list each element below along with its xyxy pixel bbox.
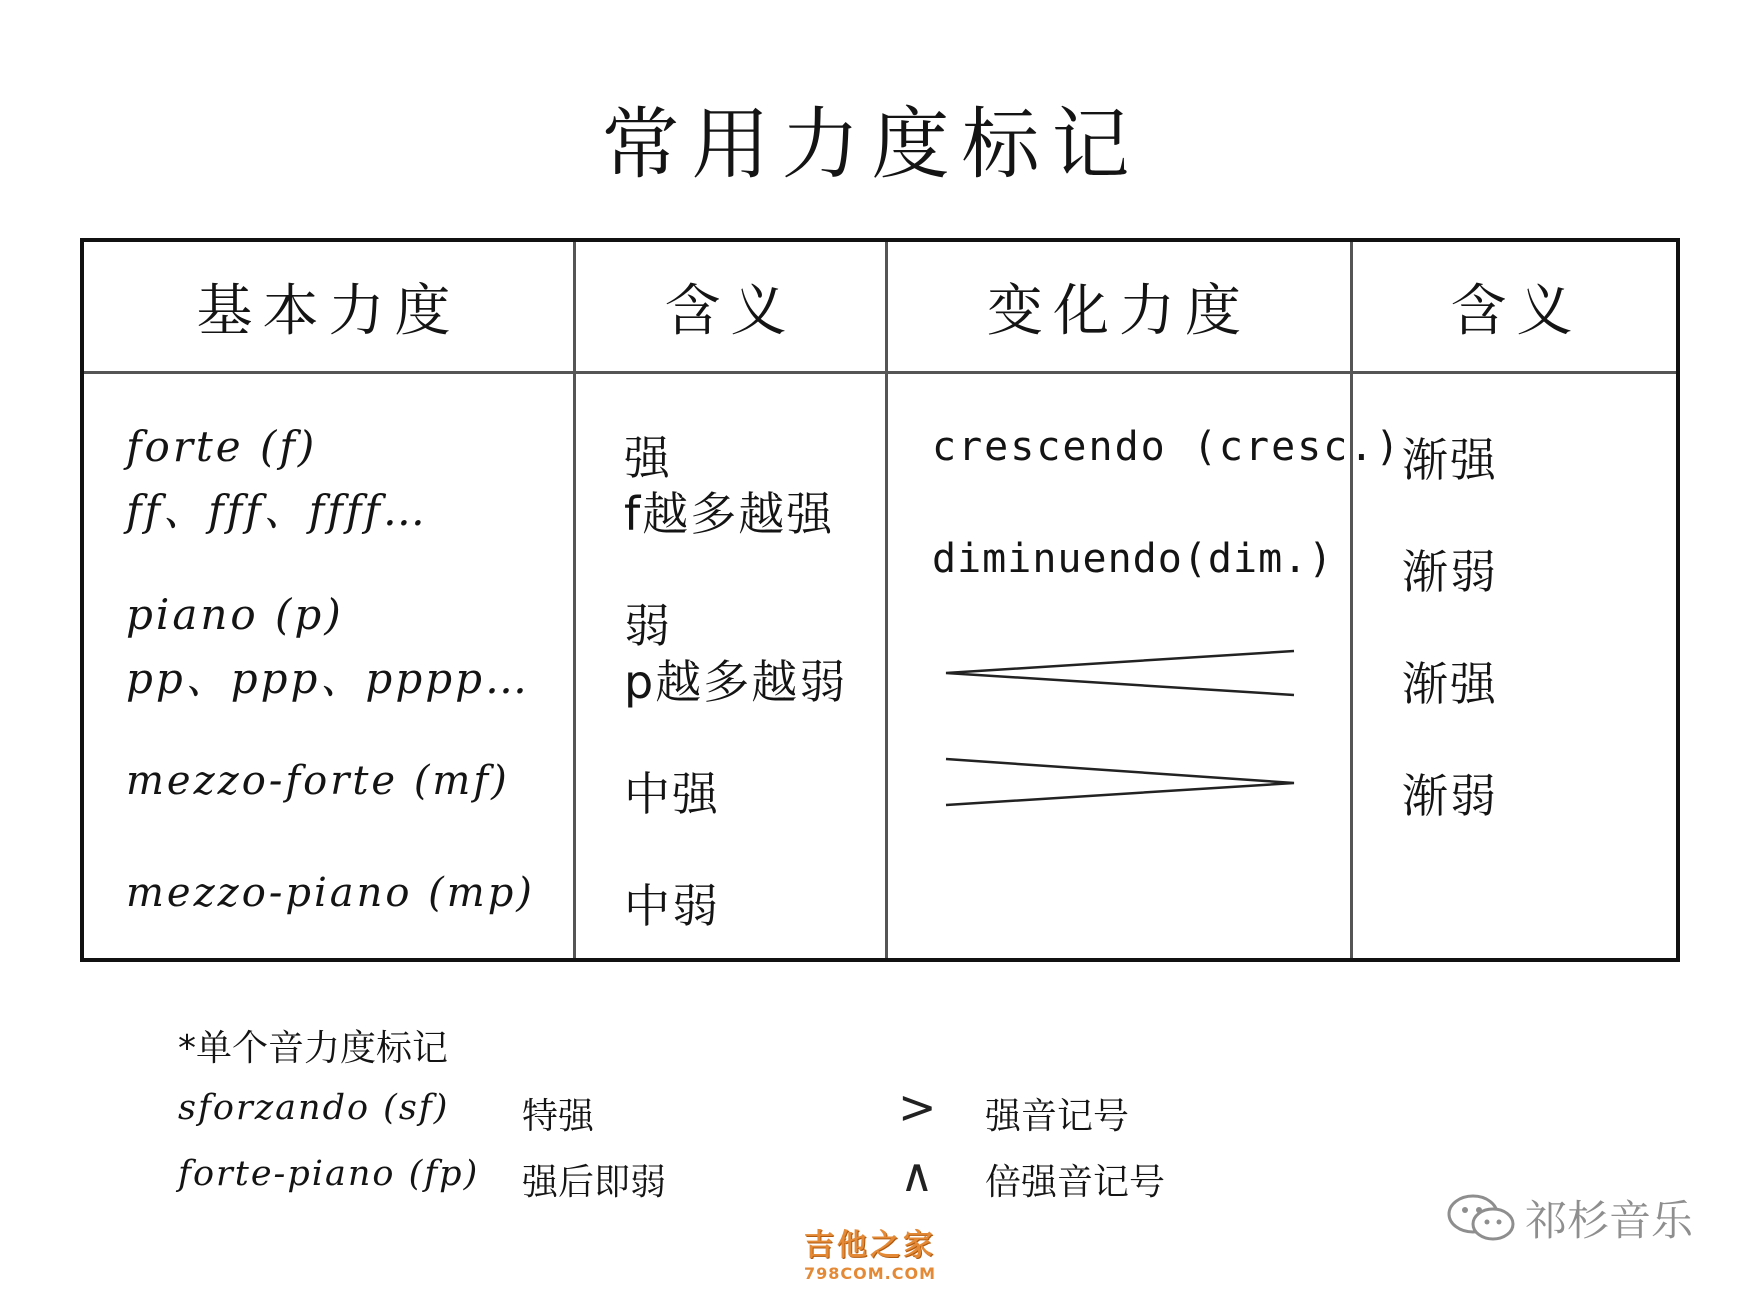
crescendo-hairpin-icon (940, 647, 1300, 701)
note-term-forte-piano: forte-piano (fp) (178, 1154, 480, 1194)
basic-meaning-pp: p越多越弱 (624, 655, 848, 709)
accent-symbol: > (898, 1080, 937, 1134)
note-meaning-forte-piano: 强后即弱 (522, 1162, 667, 1203)
changing-meaning-crescendo: 渐强 (1402, 433, 1498, 487)
header-changing-dynamics: 变化力度 (987, 278, 1251, 344)
basic-term-ff: ff、fff、ffff… (126, 486, 428, 535)
note-term-sforzando: sforzando (sf) (178, 1088, 450, 1128)
page-title: 常用力度标记 (601, 100, 1142, 190)
basic-term-forte: forte (f) (126, 422, 318, 471)
basic-meaning-mezzo-piano: 中弱 (624, 879, 720, 933)
logo-name: 吉他之家 (804, 1228, 936, 1263)
wechat-icon (1445, 1192, 1517, 1244)
basic-term-pp: pp、ppp、pppp… (126, 654, 530, 703)
header-meaning: 含义 (664, 278, 797, 344)
header-divider (84, 371, 1676, 374)
watermark-text: 祁杉音乐 (1525, 1196, 1694, 1245)
basic-term-mezzo-forte: mezzo-forte (mf) (126, 758, 510, 804)
changing-meaning-cresc-hairpin: 渐强 (1402, 657, 1498, 711)
header-meaning-2: 含义 (1450, 278, 1583, 344)
note-meaning-accent: 强音记号 (985, 1096, 1130, 1137)
basic-meaning-forte: 强 (624, 431, 672, 485)
basic-meaning-piano: 弱 (624, 599, 672, 653)
basic-term-piano: piano (p) (126, 590, 344, 639)
notes-heading: *单个音力度标记 (178, 1028, 449, 1069)
diminuendo-hairpin-icon (940, 755, 1300, 809)
changing-meaning-dim-hairpin: 渐弱 (1402, 769, 1498, 823)
changing-meaning-diminuendo: 渐弱 (1402, 545, 1498, 599)
dynamics-table (80, 238, 1680, 962)
site-logo (790, 1220, 950, 1283)
note-meaning-sforzando: 特强 (522, 1096, 595, 1137)
basic-meaning-mezzo-forte: 中强 (624, 767, 720, 821)
note-meaning-marcato: 倍强音记号 (985, 1162, 1166, 1203)
watermark (1445, 1188, 1693, 1248)
basic-term-mezzo-piano: mezzo-piano (mp) (126, 870, 535, 916)
changing-term-crescendo: crescendo (cresc.) (932, 424, 1402, 470)
basic-meaning-ff: f越多越强 (624, 487, 835, 541)
logo-url: 798COM.COM (803, 1264, 936, 1283)
changing-term-diminuendo: diminuendo(dim.) (932, 536, 1334, 582)
marcato-symbol: ∧ (900, 1148, 934, 1202)
header-basic-dynamics: 基本力度 (196, 278, 461, 344)
